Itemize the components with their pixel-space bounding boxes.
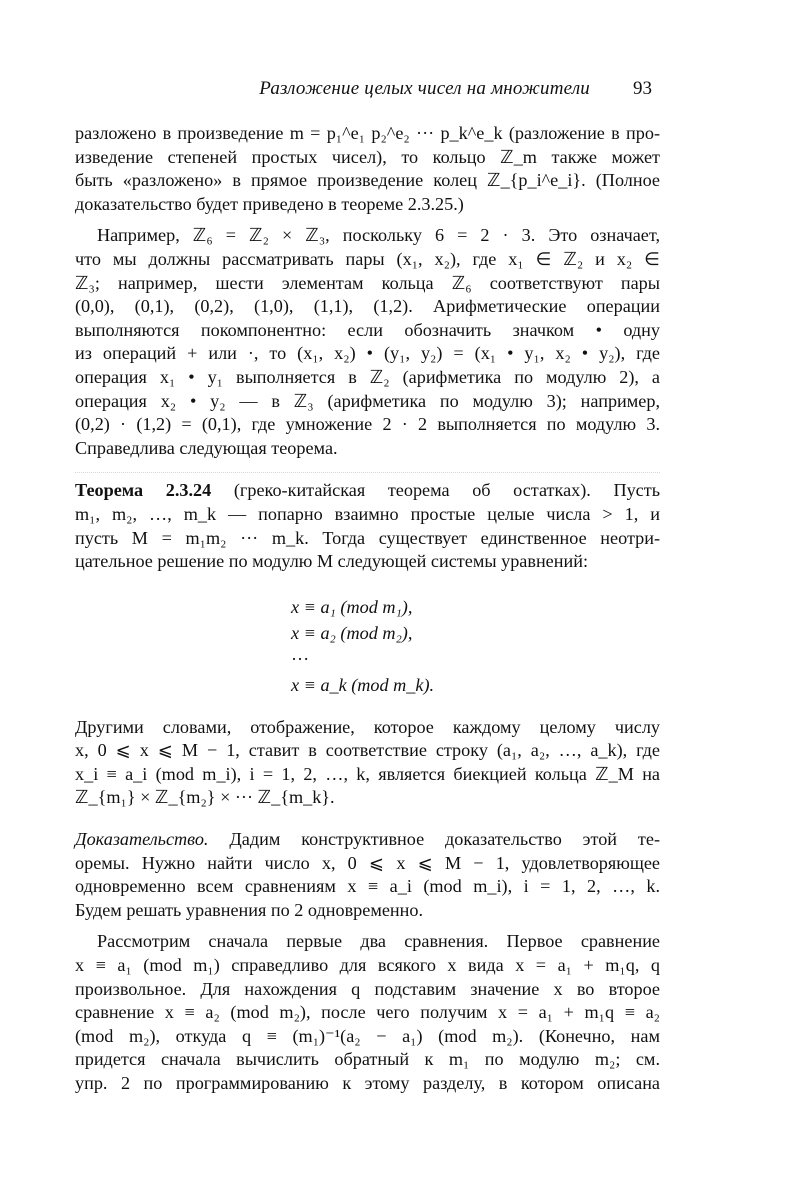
text-line: пусть M = m₁m₂ ··· m_k. Тогда существует единственное неотри- bbox=[75, 527, 660, 548]
equation-ellipsis: ··· bbox=[291, 648, 310, 669]
text-line: цательное решение по модулю M следующей системы уравнений: bbox=[75, 551, 589, 572]
theorem-label: Теорема 2.3.24 bbox=[75, 480, 212, 501]
text-line: сравнение x ≡ a₂ (mod m₂), после чего получим x = a₁ + m₁q ≡ a₂ bbox=[75, 1002, 660, 1023]
text-line bbox=[75, 828, 660, 852]
text-line: быть «разложено» в прямое произведение колец ℤ_{p_i^e_i}. (Полное bbox=[75, 170, 660, 191]
text-line: выполняются покомпонентно: если обозначить значком • одну bbox=[75, 319, 660, 340]
faint-separator bbox=[75, 472, 660, 473]
text-line: произвольное. Для нахождения q подставим значение x во второе bbox=[75, 978, 660, 999]
theorem-statement bbox=[75, 479, 660, 573]
equation: x ≡ a₁ (mod m₁), bbox=[291, 596, 413, 617]
text-line: что мы должны рассматривать пары (x₁, x₂), где x₁ ∈ ℤ₂ и x₂ ∈ bbox=[75, 248, 660, 269]
text-line: (0,2) · (1,2) = (0,1), где умножение 2 · 2 выполняется по модулю 3. bbox=[75, 414, 660, 435]
proof-label: Доказательство. bbox=[75, 829, 209, 850]
theorem-text: (греко-китайская теорема об остатках). Пусть bbox=[211, 480, 660, 501]
text-line: придется сначала вычислить обратный к m₁ по модулю m₂; см. bbox=[75, 1049, 660, 1070]
congruence-system bbox=[75, 594, 660, 698]
paragraph-first-two bbox=[75, 930, 660, 1095]
paragraph-restatement bbox=[75, 716, 660, 810]
text-line: Например, ℤ₆ = ℤ₂ × ℤ₃, поскольку 6 = 2 · 3. Это означает, bbox=[97, 225, 660, 246]
text-line: Другими словами, отображение, которое каждому целому числу bbox=[75, 716, 660, 737]
text-line: Справедлива следующая теорема. bbox=[75, 437, 338, 458]
text-line: разложено в произведение m = p₁^e₁ p₂^e₂ ··· p_k^e_k (разложение в про- bbox=[75, 123, 660, 143]
text-line: x_i ≡ a_i (mod m_i), i = 1, 2, …, k, является биекцией кольца ℤ_M на bbox=[75, 763, 660, 784]
text-line: x, 0 ⩽ x ⩽ M − 1, ставит в соответствие строку (a₁, a₂, …, a_k), где bbox=[75, 740, 660, 761]
text-line: изведение степеней простых чисел), то кольцо ℤ_m также может bbox=[75, 146, 660, 167]
equation: x ≡ a_k (mod m_k). bbox=[291, 674, 435, 695]
text-line: Будем решать уравнения по 2 одновременно. bbox=[75, 899, 424, 920]
page-number: 93 bbox=[633, 78, 652, 99]
text-line: одновременно всем сравнениям x ≡ a_i (mod m_i), i = 1, 2, …, k. bbox=[75, 876, 660, 897]
text-line: ℤ₃; например, шести элементам кольца ℤ₆ соответствуют пары bbox=[75, 272, 660, 293]
text-line: операция x₁ • y₁ выполняется в ℤ₂ (арифметика по модулю 2), а bbox=[75, 366, 660, 387]
running-title: Разложение целых чисел на множители bbox=[259, 78, 590, 99]
text-line: упр. 2 по программированию к этому разделу, в котором описана bbox=[75, 1073, 660, 1093]
paragraph-example bbox=[75, 224, 660, 460]
text-line: доказательство будет приведено в теореме 2.3.25.) bbox=[75, 193, 464, 214]
text-line: оремы. Нужно найти число x, 0 ⩽ x ⩽ M − 1, удовлетворяющее bbox=[75, 852, 660, 873]
page-body bbox=[75, 122, 660, 1096]
equation: x ≡ a₂ (mod m₂), bbox=[291, 622, 413, 643]
text-line: x ≡ a₁ (mod m₁) справедливо для всякого x вида x = a₁ + m₁q, q bbox=[75, 955, 660, 976]
text-line: m₁, m₂, …, m_k — попарно взаимно простые целые числа > 1, и bbox=[75, 503, 660, 524]
paragraph-continuation bbox=[75, 122, 660, 216]
text-line: (mod m₂), откуда q ≡ (m₁)⁻¹(a₂ − a₁) (mod m₂). (Конечно, нам bbox=[75, 1025, 660, 1046]
running-header bbox=[230, 78, 660, 104]
proof-paragraph bbox=[75, 828, 660, 922]
text-line bbox=[75, 479, 660, 503]
text-line: операция x₂ • y₂ — в ℤ₃ (арифметика по модулю 3); например, bbox=[75, 390, 660, 411]
text-line: ℤ_{m₁} × ℤ_{m₂} × ··· ℤ_{m_k}. bbox=[75, 787, 335, 808]
text-line: из операций + или ·, то (x₁, x₂) • (y₁, y₂) = (x₁ • y₁, x₂ • y₂), где bbox=[75, 343, 660, 364]
text-line: (0,0), (0,1), (0,2), (1,0), (1,1), (1,2). Арифметические операции bbox=[75, 296, 660, 317]
proof-text: Дадим конструктивное доказательство этой те- bbox=[208, 829, 660, 850]
text-line: Рассмотрим сначала первые два сравнения. Первое сравнение bbox=[97, 931, 660, 952]
